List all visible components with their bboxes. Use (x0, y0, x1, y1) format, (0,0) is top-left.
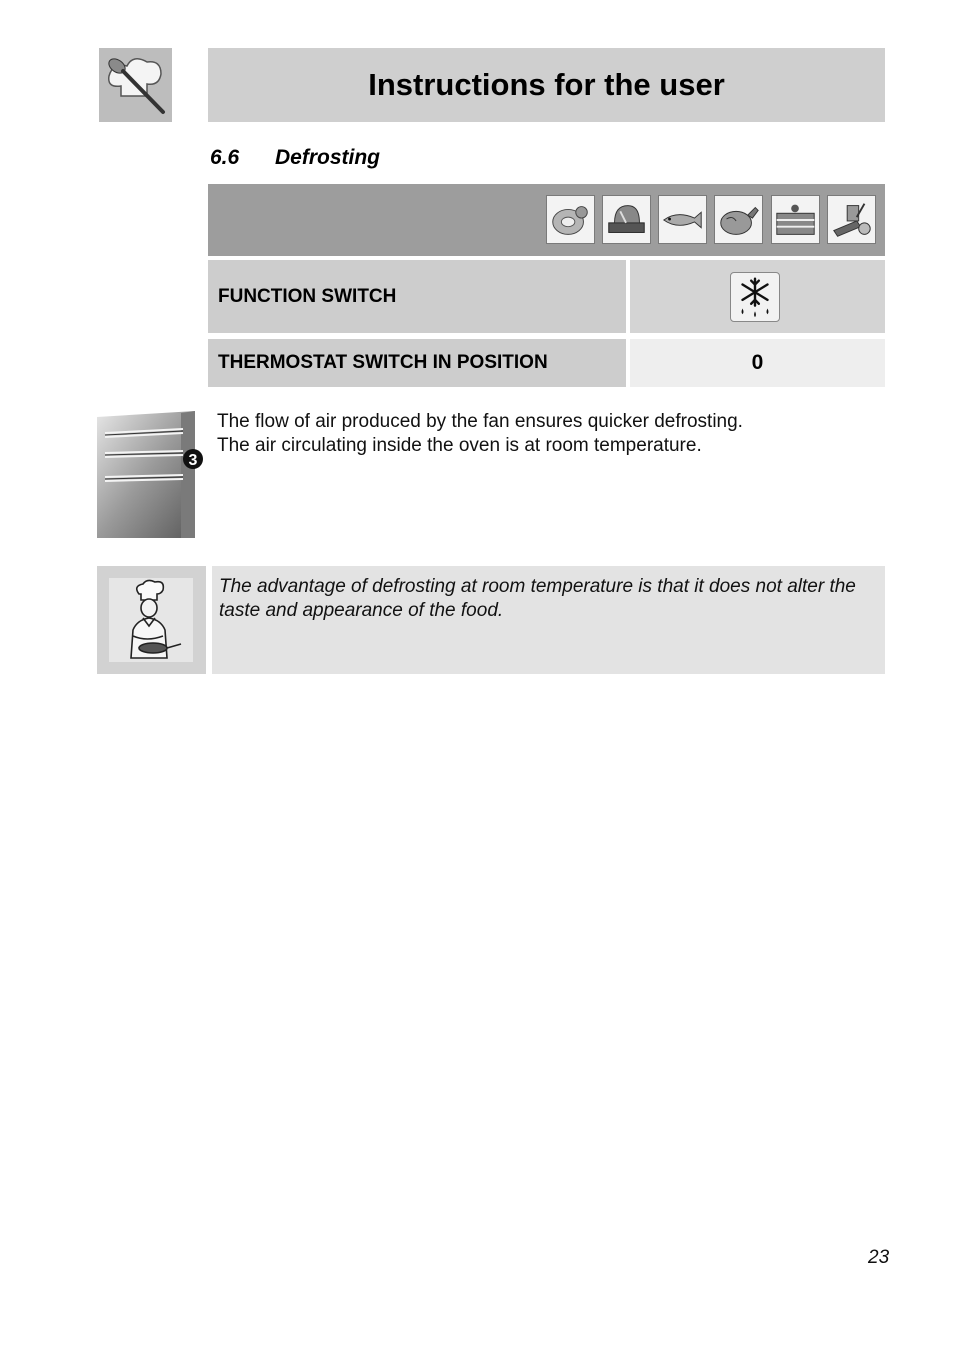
fish-icon (658, 195, 707, 244)
note-icon-box (97, 566, 206, 674)
food-icons-bar (208, 184, 885, 256)
snowflake-defrost-icon (730, 272, 780, 322)
function-switch-label: FUNCTION SWITCH (208, 260, 626, 333)
page-title: Instructions for the user (368, 67, 725, 102)
shelf-number: 3 (188, 452, 198, 469)
thermostat-label: THERMOSTAT SWITCH IN POSITION (208, 339, 626, 387)
bread-icon (602, 195, 651, 244)
function-switch-value (630, 260, 885, 333)
thermostat-value: 0 (630, 339, 885, 387)
section-title: Defrosting (275, 146, 380, 169)
oven-shelves-icon (97, 411, 207, 538)
cake-icon (771, 195, 820, 244)
header-bar (208, 48, 885, 122)
note-box (212, 566, 885, 674)
chef-icon (109, 578, 193, 662)
description-line-2: The air circulating inside the oven is at room temperature. (217, 435, 702, 456)
description-line-1: The flow of air produced by the fan ensures quicker defrosting. (217, 411, 743, 432)
note-text: The advantage of defrosting at room temperature is that it does not alter the taste and appearance of the food. (219, 576, 856, 621)
poultry-icon (714, 195, 763, 244)
vegetables-icon (827, 195, 876, 244)
section-heading (210, 146, 380, 170)
page-number: 23 (868, 1247, 890, 1268)
description (217, 410, 743, 458)
meat-icon (546, 195, 595, 244)
logo-icon (99, 48, 172, 122)
section-number: 6.6 (210, 146, 240, 169)
